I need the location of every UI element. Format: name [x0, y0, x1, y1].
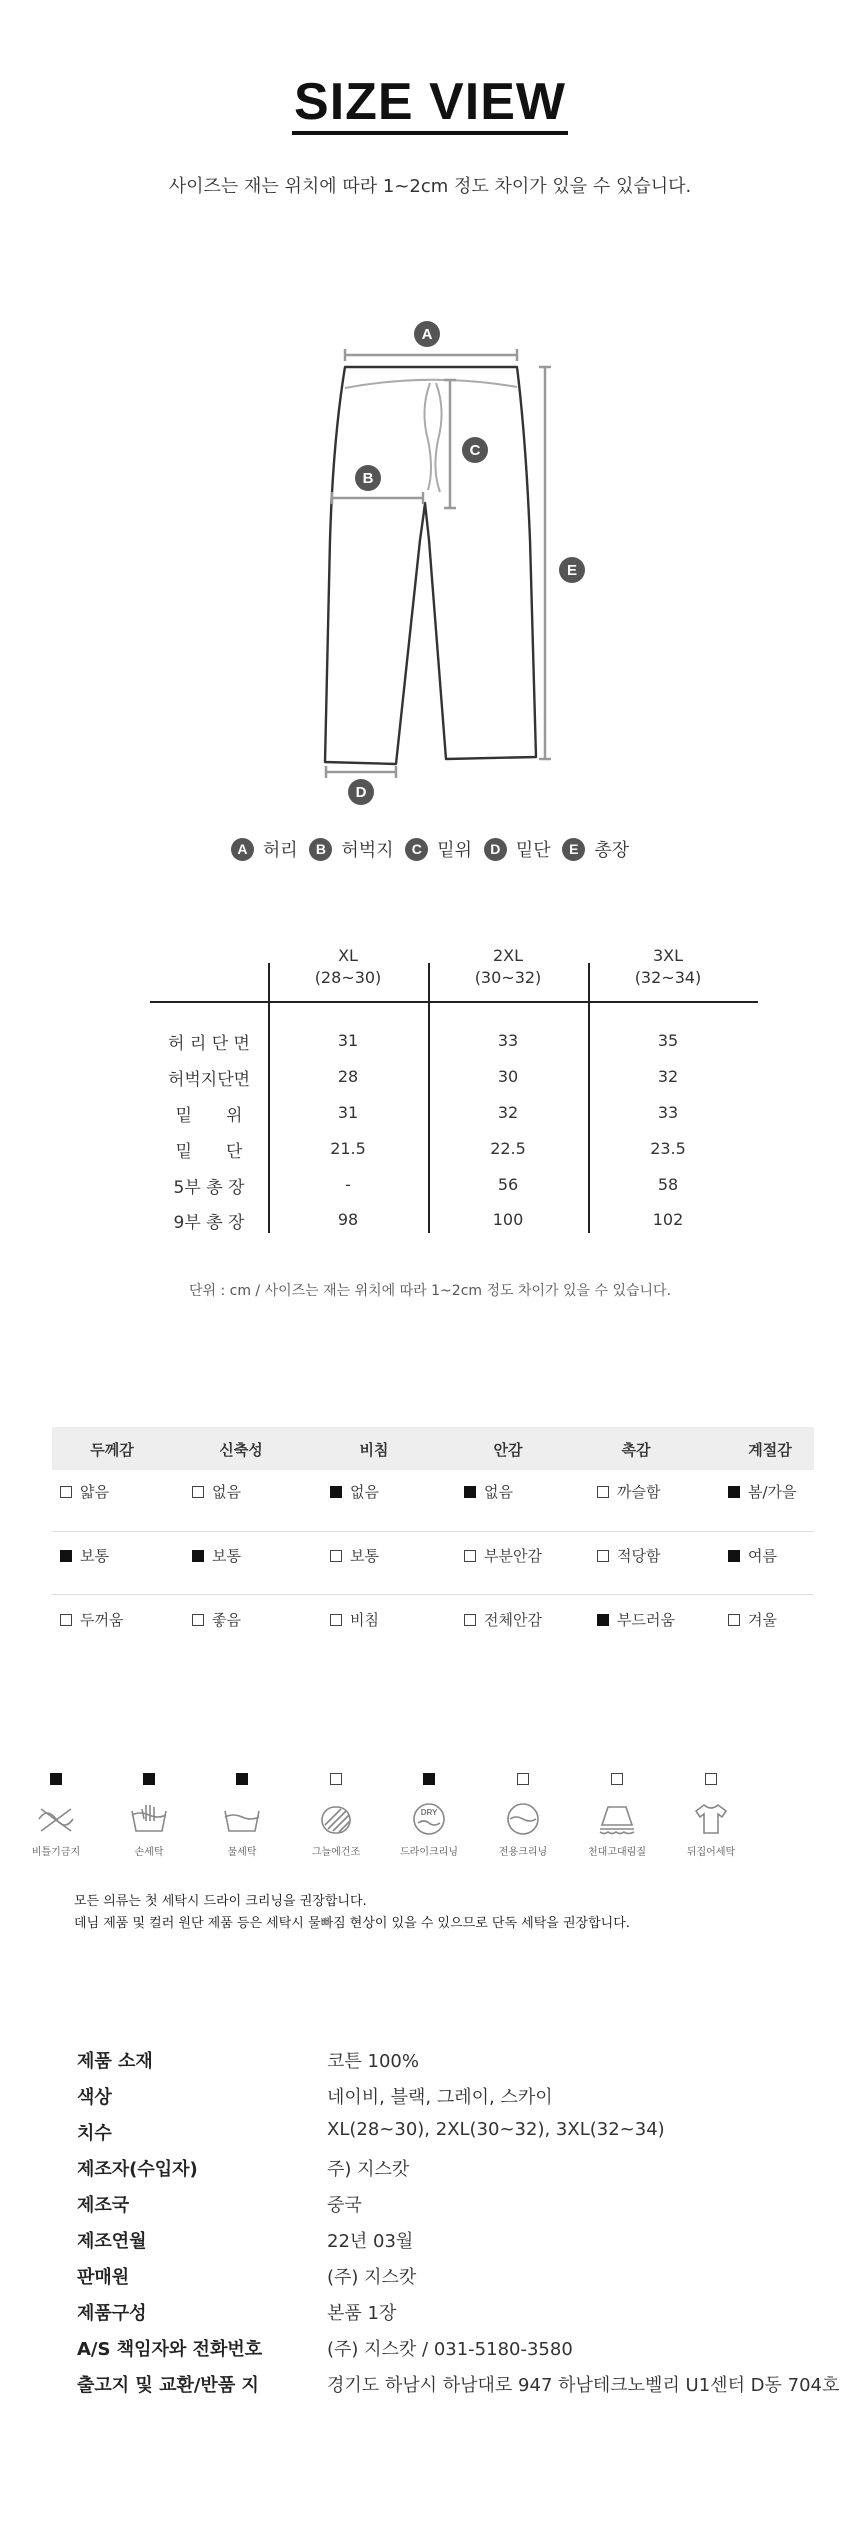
- row-label: 9부 총 장: [173, 1213, 245, 1233]
- attribute-option: [597, 1481, 660, 1502]
- checked-box-icon: [60, 1550, 72, 1562]
- attribute-option-label: 좋음: [212, 1611, 241, 1629]
- attribute-option-label: 없음: [212, 1483, 241, 1501]
- care-label: 전용크리닝: [498, 1847, 548, 1858]
- info-value: 경기도 하남시 하남대로 947 하남테크노벨리 U1센터 D동 704호: [327, 2375, 840, 2396]
- attribute-option: [728, 1481, 797, 1502]
- marker-c-label: C: [469, 442, 481, 459]
- attribute-option: [728, 1545, 777, 1566]
- attribute-option-label: 얇음: [80, 1483, 109, 1501]
- info-value: (주) 지스캇: [327, 2267, 417, 2288]
- size-value: 32: [497, 1103, 519, 1122]
- size-value: 56: [497, 1175, 519, 1194]
- attr-header: 안감: [493, 1441, 523, 1459]
- info-key: 제조연월: [77, 2231, 147, 2252]
- row-label: 밑 단: [175, 1142, 243, 1162]
- info-key: 판매원: [77, 2267, 130, 2288]
- care-label: 비틀기금지: [31, 1847, 81, 1858]
- attribute-option: [192, 1609, 241, 1630]
- attribute-option: [597, 1609, 675, 1630]
- info-row: [77, 2083, 837, 2119]
- attr-header: 신축성: [219, 1441, 263, 1459]
- care-label: 물세탁: [227, 1847, 257, 1858]
- size-name: XL: [338, 946, 358, 965]
- attribute-option-label: 비침: [350, 1611, 379, 1629]
- unchecked-box-icon: [517, 1773, 529, 1785]
- size-value: 58: [657, 1175, 679, 1194]
- unchecked-box-icon: [330, 1773, 342, 1785]
- marker-e-label: E: [566, 562, 578, 579]
- attribute-option: [464, 1481, 513, 1502]
- attribute-option-label: 봄/가을: [748, 1483, 797, 1501]
- info-value: 주) 지스캇: [327, 2159, 410, 2180]
- measurement-legend: [0, 836, 860, 862]
- care-label: 그늘에건조: [311, 1847, 361, 1858]
- checked-box-icon: [423, 1773, 435, 1785]
- care-label: 손세탁: [134, 1847, 164, 1858]
- attribute-option-label: 여름: [748, 1547, 777, 1565]
- legend-item-rise: [405, 836, 472, 862]
- size-value: 28: [337, 1067, 359, 1086]
- legend-marker: D: [484, 838, 507, 861]
- row-divider: [52, 1531, 814, 1532]
- info-key: 치수: [77, 2123, 112, 2144]
- attr-header: 촉감: [621, 1441, 651, 1459]
- inside-out-wash-icon: [666, 1801, 756, 1837]
- care-item: [666, 1773, 756, 1858]
- unchecked-box-icon: [705, 1773, 717, 1785]
- attribute-option-label: 보통: [350, 1547, 379, 1565]
- checked-box-icon: [236, 1773, 248, 1785]
- attribute-option-label: 부분안감: [484, 1547, 542, 1565]
- attribute-option: [60, 1609, 123, 1630]
- size-value: 21.5: [330, 1139, 366, 1158]
- info-key: 출고지 및 교환/반품 지: [77, 2375, 259, 2396]
- info-row: [77, 2191, 837, 2227]
- size-value: 23.5: [650, 1139, 686, 1158]
- attribute-option-label: 없음: [350, 1483, 379, 1501]
- info-value: 네이비, 블랙, 그레이, 스카이: [327, 2087, 553, 2108]
- attribute-option-label: 겨울: [748, 1611, 777, 1629]
- info-key: A/S 책임자와 전화번호: [77, 2339, 263, 2360]
- info-key: 제조자(수입자): [77, 2159, 198, 2180]
- legend-marker: E: [562, 838, 585, 861]
- size-value: 102: [652, 1210, 684, 1229]
- checked-box-icon: [728, 1486, 740, 1498]
- unchecked-box-icon: [728, 1614, 740, 1626]
- info-row: [77, 2047, 837, 2083]
- size-note: 단위 : cm / 사이즈는 재는 위치에 따라 1~2cm 정도 차이가 있을 수 있습니다.: [188, 1283, 672, 1299]
- info-value: XL(28~30), 2XL(30~32), 3XL(32~34): [327, 2119, 665, 2140]
- legend-label: 허벅지: [341, 840, 394, 861]
- pants-outline: [325, 367, 536, 764]
- care-item: [291, 1773, 381, 1858]
- care-label: 드라이크리닝: [400, 1847, 458, 1858]
- attribute-option-label: 까슬함: [617, 1483, 661, 1501]
- attr-header: 두께감: [90, 1441, 134, 1459]
- size-column-header: [428, 945, 588, 989]
- checked-box-icon: [464, 1486, 476, 1498]
- care-note: [74, 1891, 630, 1935]
- attr-header: 비침: [359, 1441, 389, 1459]
- legend-marker: C: [405, 838, 428, 861]
- checked-box-icon: [330, 1486, 342, 1498]
- size-column-header: [588, 945, 748, 989]
- row-divider: [52, 1594, 814, 1595]
- checked-box-icon: [597, 1614, 609, 1626]
- size-value: 100: [492, 1210, 524, 1229]
- special-clean-icon: [478, 1801, 568, 1837]
- attr-header: 계절감: [748, 1441, 792, 1459]
- info-row: [77, 2335, 837, 2371]
- size-value: 31: [337, 1031, 359, 1050]
- info-key: 제품구성: [77, 2303, 147, 2324]
- unchecked-box-icon: [597, 1486, 609, 1498]
- attributes-header-row: [52, 1427, 814, 1470]
- size-value: 98: [337, 1210, 359, 1229]
- size-value: 22.5: [490, 1139, 526, 1158]
- attribute-option: [330, 1481, 379, 1502]
- legend-label: 허리: [262, 840, 298, 861]
- legend-item-length: [562, 836, 629, 862]
- legend-label: 총장: [594, 840, 630, 861]
- legend-item-hem: [484, 836, 551, 862]
- size-value: 32: [657, 1067, 679, 1086]
- size-value: 33: [497, 1031, 519, 1050]
- care-item: [384, 1773, 474, 1858]
- size-value: 35: [657, 1031, 679, 1050]
- attribute-option-label: 전체안감: [484, 1611, 542, 1629]
- unchecked-box-icon: [60, 1614, 72, 1626]
- attribute-option-label: 부드러움: [617, 1611, 675, 1629]
- water-wash-icon: [197, 1801, 287, 1837]
- size-range: (28~30): [314, 968, 382, 987]
- row-label: 5부 총 장: [173, 1178, 245, 1198]
- info-value: 중국: [327, 2195, 362, 2216]
- attribute-option-label: 적당함: [617, 1547, 661, 1565]
- checked-box-icon: [143, 1773, 155, 1785]
- checked-box-icon: [192, 1550, 204, 1562]
- unchecked-box-icon: [192, 1486, 204, 1498]
- info-key: 색상: [77, 2087, 112, 2108]
- page-title-text: SIZE VIEW: [292, 73, 568, 135]
- svg-text:DRY: DRY: [420, 1808, 438, 1817]
- hand-wash-icon: [104, 1801, 194, 1837]
- marker-b-label: B: [362, 470, 374, 487]
- attribute-option: [60, 1481, 109, 1502]
- attribute-option: [464, 1609, 542, 1630]
- size-value: 31: [337, 1103, 359, 1122]
- size-column-header: [268, 945, 428, 989]
- legend-marker: A: [231, 838, 254, 861]
- header-divider: [150, 1001, 758, 1003]
- unchecked-box-icon: [192, 1614, 204, 1626]
- unchecked-box-icon: [60, 1486, 72, 1498]
- info-row: [77, 2371, 840, 2407]
- attribute-option: [60, 1545, 109, 1566]
- attribute-option: [330, 1545, 379, 1566]
- care-item: [197, 1773, 287, 1858]
- checked-box-icon: [728, 1550, 740, 1562]
- unchecked-box-icon: [464, 1614, 476, 1626]
- unchecked-box-icon: [330, 1614, 342, 1626]
- care-item: [11, 1773, 101, 1858]
- size-name: 3XL: [652, 946, 684, 965]
- care-item: [478, 1773, 568, 1858]
- info-key: 제품 소재: [77, 2051, 153, 2072]
- page-subtitle: 사이즈는 재는 위치에 따라 1~2cm 정도 차이가 있을 수 있습니다.: [168, 176, 692, 197]
- size-range: (32~34): [634, 968, 702, 987]
- info-row: [77, 2227, 837, 2263]
- info-row: [77, 2299, 837, 2335]
- attribute-option: [330, 1609, 379, 1630]
- care-item: [572, 1773, 662, 1858]
- attribute-option: [728, 1609, 777, 1630]
- shade-dry-icon: [291, 1801, 381, 1837]
- info-row: [77, 2155, 837, 2191]
- page-title: [0, 72, 860, 135]
- attribute-option: [464, 1545, 542, 1566]
- marker-a-label: A: [421, 326, 433, 343]
- info-value: 본품 1장: [327, 2303, 397, 2324]
- attribute-option: [597, 1545, 660, 1566]
- row-label: 허 리 단 면: [168, 1034, 250, 1054]
- row-label: 허벅지단면: [167, 1070, 251, 1090]
- unchecked-box-icon: [464, 1550, 476, 1562]
- attribute-option-label: 없음: [484, 1483, 513, 1501]
- row-label: 밑 위: [175, 1106, 243, 1126]
- care-instructions: [0, 1773, 860, 1873]
- legend-item-waist: [231, 836, 298, 862]
- legend-marker: B: [309, 838, 332, 861]
- attribute-option-label: 보통: [212, 1547, 241, 1565]
- dry-clean-icon: [384, 1801, 474, 1837]
- attribute-option: [192, 1545, 241, 1566]
- size-value: 30: [497, 1067, 519, 1086]
- info-key: 제조국: [77, 2195, 130, 2216]
- care-item: [104, 1773, 194, 1858]
- legend-label: 밑위: [437, 840, 473, 861]
- unchecked-box-icon: [330, 1550, 342, 1562]
- size-range: (30~32): [474, 968, 542, 987]
- no-wring-icon: [11, 1801, 101, 1837]
- attribute-option-label: 보통: [80, 1547, 109, 1565]
- attribute-option: [192, 1481, 241, 1502]
- pants-diagram: [300, 315, 600, 815]
- care-label: 뒤집어세탁: [686, 1847, 736, 1858]
- info-row: [77, 2119, 837, 2155]
- attribute-option-label: 두꺼움: [80, 1611, 124, 1629]
- legend-label: 밑단: [515, 840, 551, 861]
- info-value: 코튼 100%: [327, 2051, 419, 2072]
- info-row: [77, 2263, 837, 2299]
- marker-d-label: D: [355, 784, 367, 801]
- size-value: 33: [657, 1103, 679, 1122]
- care-note-line: 데님 제품 및 컬러 원단 제품 등은 세탁시 물빠짐 현상이 있을 수 있으므로 단독 세탁을 권장합니다.: [74, 1916, 630, 1931]
- size-value: -: [345, 1175, 351, 1194]
- legend-item-thigh: [309, 836, 393, 862]
- care-label: 천대고대림질: [588, 1847, 646, 1858]
- unchecked-box-icon: [611, 1773, 623, 1785]
- size-name: 2XL: [492, 946, 524, 965]
- care-note-line: 모든 의류는 첫 세탁시 드라이 크리닝을 권장합니다.: [74, 1894, 367, 1909]
- checked-box-icon: [50, 1773, 62, 1785]
- iron-with-cloth-icon: [572, 1801, 662, 1837]
- unchecked-box-icon: [597, 1550, 609, 1562]
- info-value: 22년 03월: [327, 2231, 414, 2252]
- info-value: (주) 지스캇 / 031-5180-3580: [327, 2339, 573, 2360]
